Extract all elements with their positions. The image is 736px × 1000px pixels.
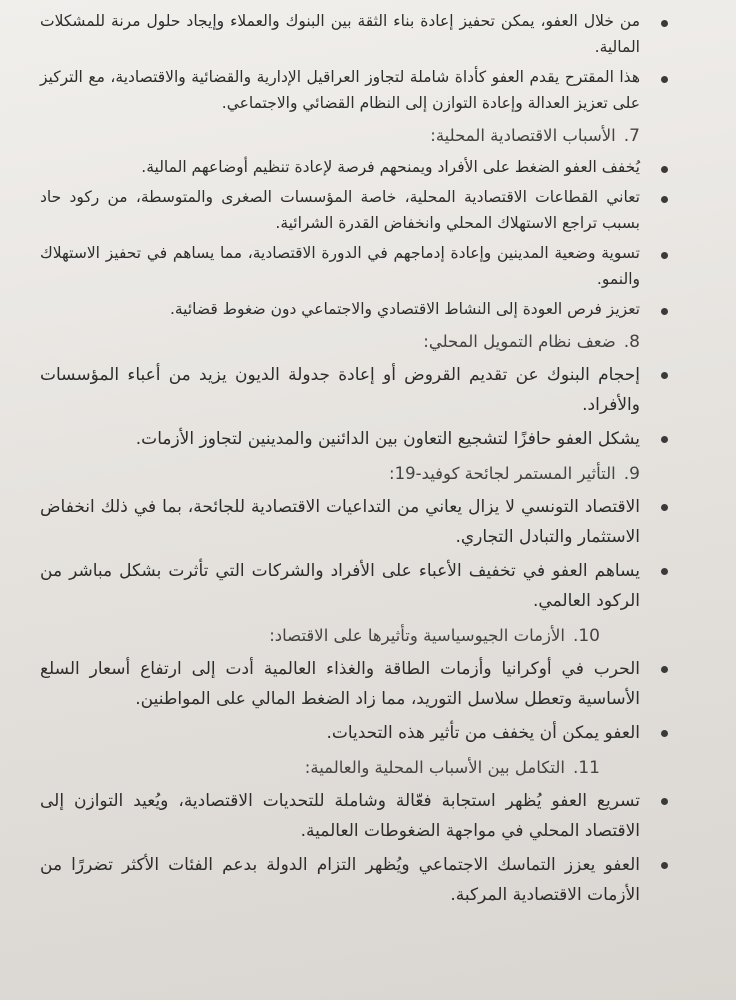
section-number: .11 — [572, 758, 600, 778]
list-item: الاقتصاد التونسي لا يزال يعاني من التداعيات الاقتصادية للجائحة، بما في ذلك انخفاض الاستثمار والتبادل التجاري. — [40, 492, 640, 552]
section-11-bullet-list — [40, 786, 640, 910]
section-7-bullet-list — [40, 154, 640, 322]
section-heading-9 — [40, 464, 640, 484]
section-heading-7 — [40, 126, 640, 146]
section-title: التكامل بين الأسباب المحلية والعالمية: — [304, 758, 565, 777]
list-item: تسريع العفو يُظهر استجابة فعّالة وشاملة للتحديات الاقتصادية، ويُعيد التوازن إلى الاقتصاد المحلي في مواجهة الضغوطات العالمية. — [40, 786, 640, 846]
section-heading-8 — [40, 332, 640, 352]
list-item: العفو يمكن أن يخفف من تأثير هذه التحديات. — [40, 718, 640, 748]
list-item: العفو يعزز التماسك الاجتماعي ويُظهر التزام الدولة بدعم الفئات الأكثر تضررًا من الأزمات الاقتصادية المركبة. — [40, 850, 640, 910]
list-item: تعزيز فرص العودة إلى النشاط الاقتصادي والاجتماعي دون ضغوط قضائية. — [40, 296, 640, 322]
list-item: يشكل العفو حافزًا لتشجيع التعاون بين الدائنين والمدينين لتجاوز الأزمات. — [40, 424, 640, 454]
section-number: .10 — [572, 626, 600, 646]
list-item: إحجام البنوك عن تقديم القروض أو إعادة جدولة الديون يزيد من أعباء المؤسسات والأفراد. — [40, 360, 640, 420]
bullet-dot-icon — [661, 568, 668, 575]
bullet-dot-icon — [661, 372, 668, 379]
bullet-dot-icon — [661, 308, 668, 315]
list-item: يساهم العفو في تخفيف الأعباء على الأفراد والشركات التي تأثرت بشكل مباشر من الركود العالمي. — [40, 556, 640, 616]
list-item: تسوية وضعية المدينين وإعادة إدماجهم في الدورة الاقتصادية، مما يساهم في تحفيز الاستهلاك والنمو. — [40, 240, 640, 292]
section-title: الأسباب الاقتصادية المحلية: — [430, 126, 616, 145]
bullet-dot-icon — [661, 196, 668, 203]
bullet-dot-icon — [661, 798, 668, 805]
intro-bullet-list — [40, 8, 640, 116]
section-9-bullet-list — [40, 492, 640, 616]
section-number: .9 — [623, 464, 640, 484]
section-title: الأزمات الجيوسياسية وتأثيرها على الاقتصاد: — [269, 626, 565, 645]
section-title: التأثير المستمر لجائحة كوفيد-19: — [389, 464, 616, 483]
bullet-dot-icon — [661, 862, 668, 869]
list-item: يُخفف العفو الضغط على الأفراد ويمنحهم فرصة لإعادة تنظيم أوضاعهم المالية. — [40, 154, 640, 180]
section-number: .8 — [623, 332, 640, 352]
section-number: .7 — [623, 126, 640, 146]
section-heading-10 — [40, 626, 640, 646]
bullet-dot-icon — [661, 20, 668, 27]
bullet-dot-icon — [661, 730, 668, 737]
bullet-dot-icon — [661, 166, 668, 173]
list-item: تعاني القطاعات الاقتصادية المحلية، خاصة المؤسسات الصغرى والمتوسطة، من ركود حاد بسبب تراجع الاستهلاك المحلي وانخفاض القدرة الشرائية. — [40, 184, 640, 236]
bullet-dot-icon — [661, 76, 668, 83]
list-item: هذا المقترح يقدم العفو كأداة شاملة لتجاوز العراقيل الإدارية والقضائية والاقتصادية، مع التركيز على تعزيز العدالة وإعادة التوازن إلى النظام القضائي والاجتماعي. — [40, 64, 640, 116]
list-item: الحرب في أوكرانيا وأزمات الطاقة والغذاء العالمية أدت إلى ارتفاع أسعار السلع الأساسية وتعطل سلاسل التوريد، مما زاد الضغط المالي على المواطنين. — [40, 654, 640, 714]
bullet-dot-icon — [661, 504, 668, 511]
bullet-dot-icon — [661, 252, 668, 259]
list-item: من خلال العفو، يمكن تحفيز إعادة بناء الثقة بين البنوك والعملاء وإيجاد حلول مرنة للمشكلات المالية. — [40, 8, 640, 60]
section-10-bullet-list — [40, 654, 640, 748]
section-heading-11 — [40, 758, 640, 778]
bullet-dot-icon — [661, 666, 668, 673]
section-8-bullet-list — [40, 360, 640, 454]
section-title: ضعف نظام التمويل المحلي: — [423, 332, 616, 351]
bullet-dot-icon — [661, 436, 668, 443]
